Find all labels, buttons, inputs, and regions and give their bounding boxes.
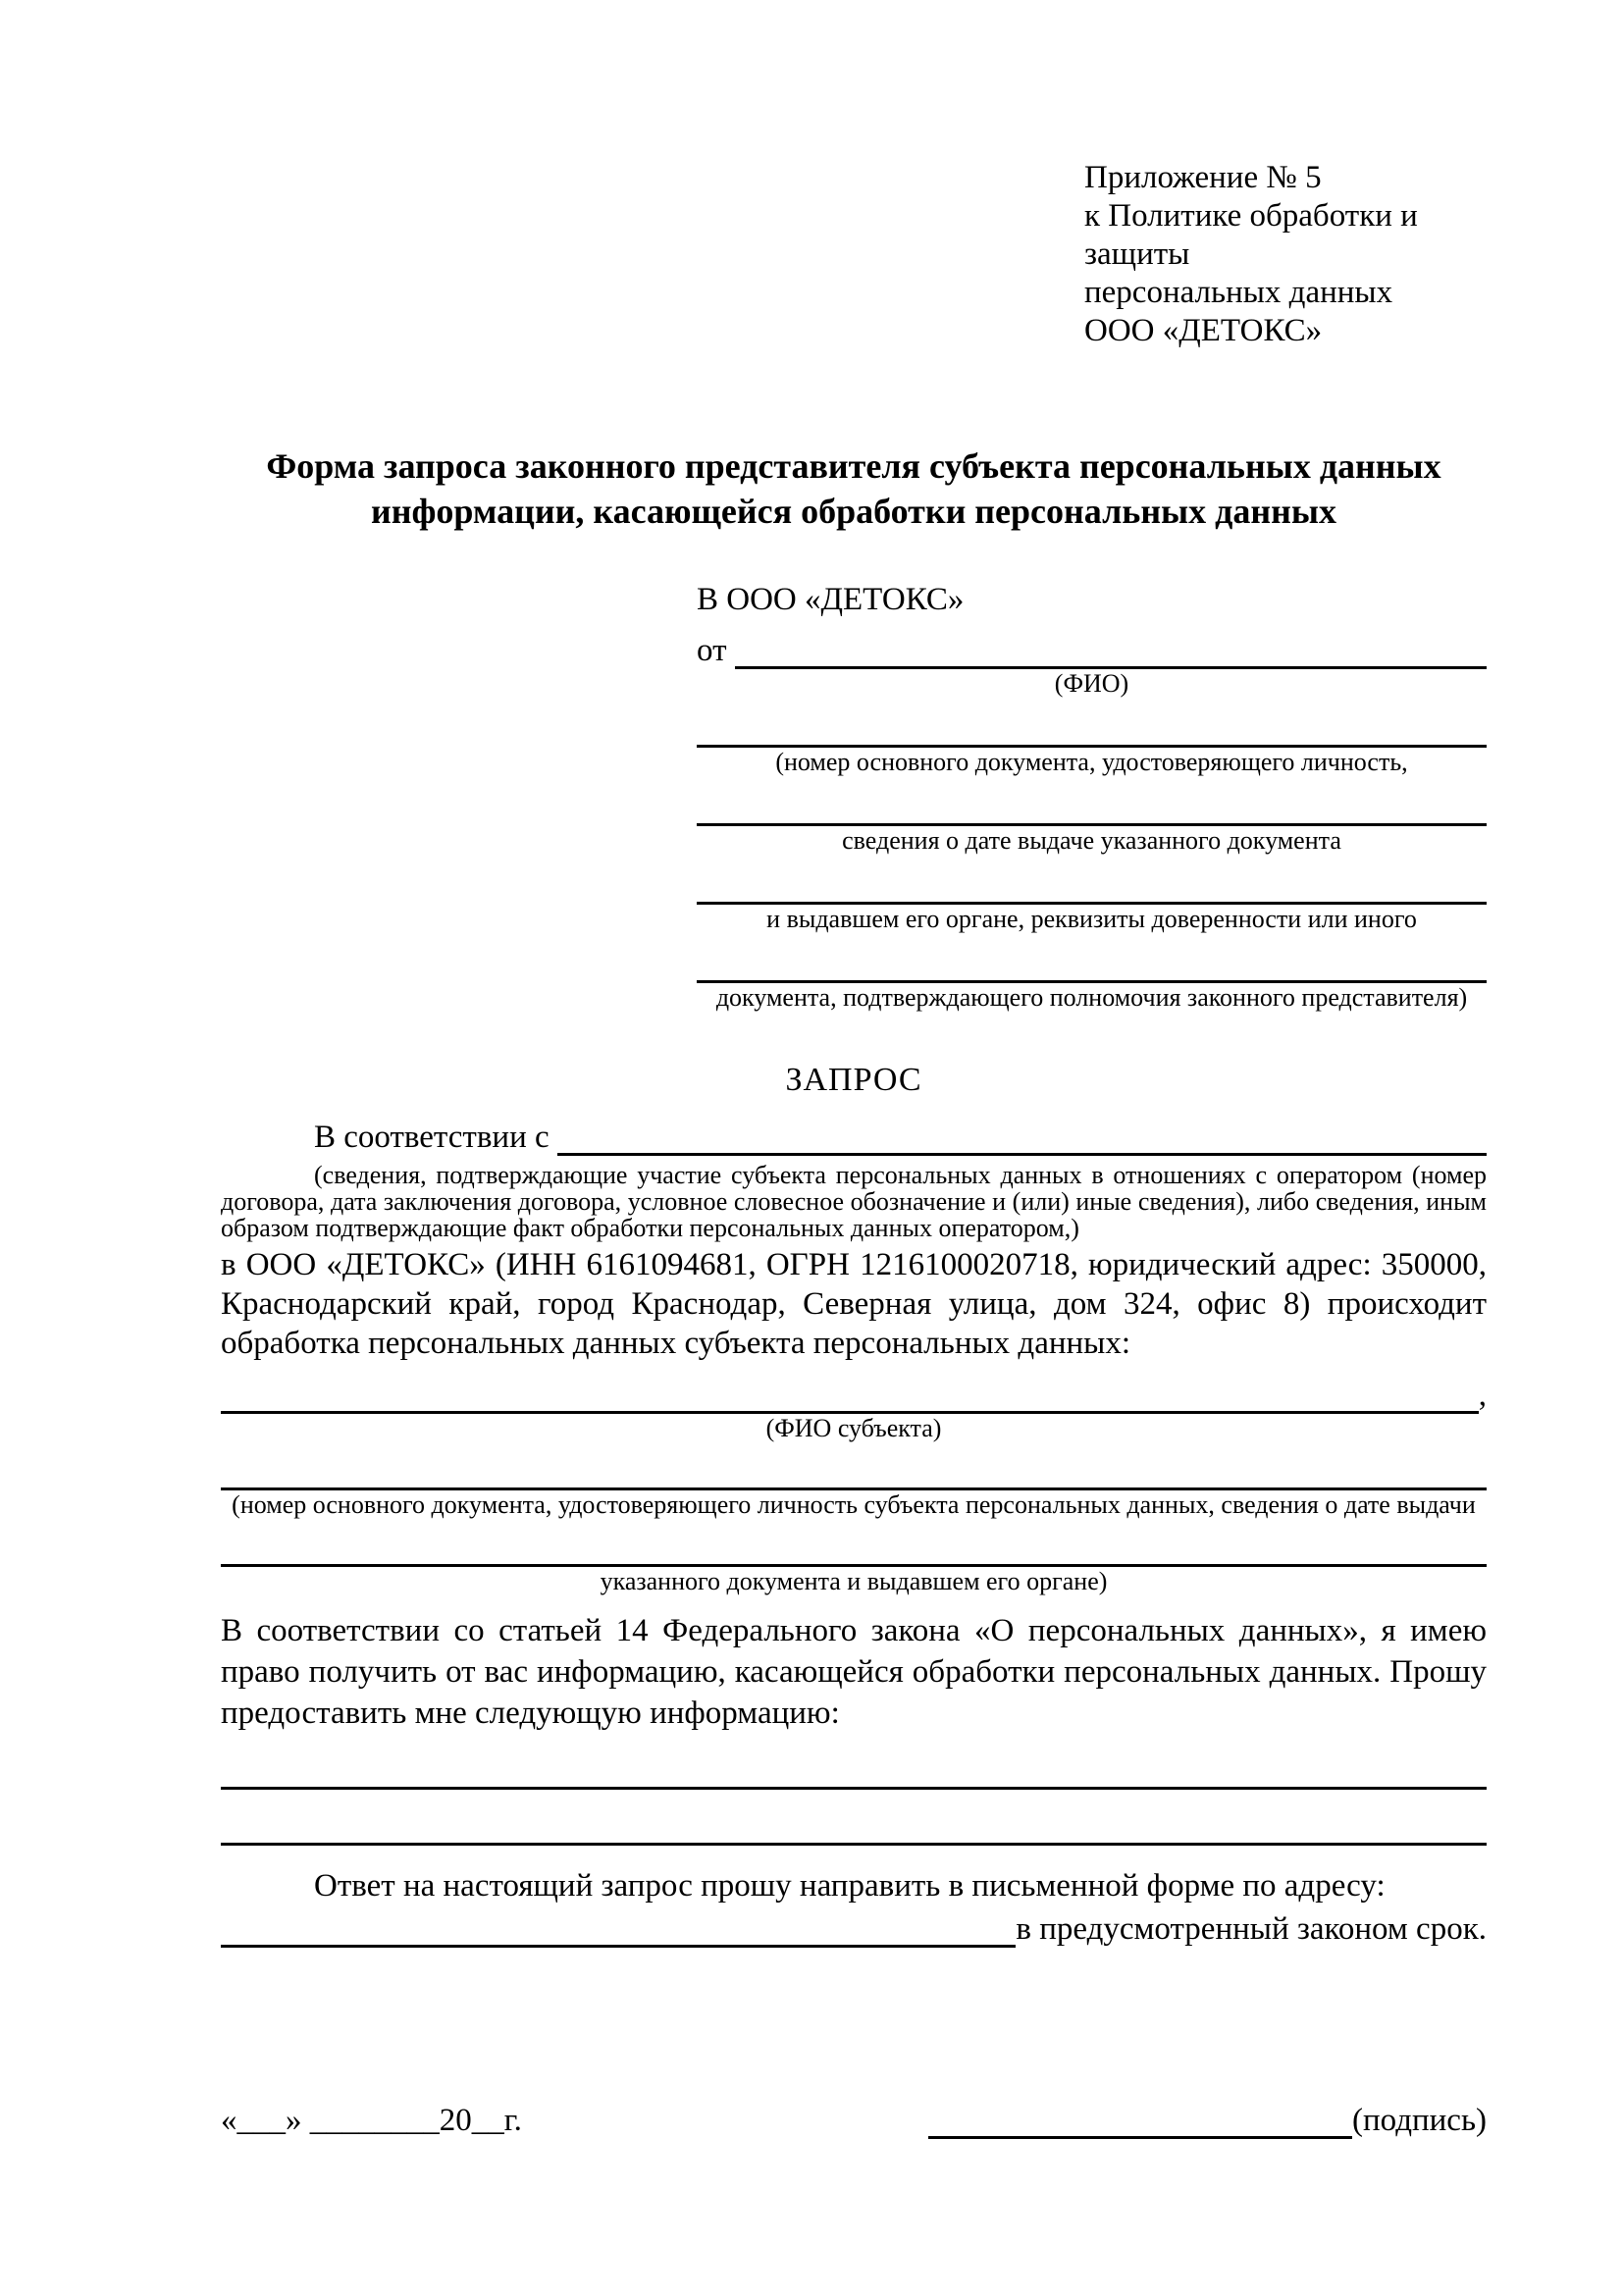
issuing-authority-fill-line xyxy=(697,856,1487,905)
subject-document-caption-2: указанного документа и выдавшем его органе) xyxy=(600,1567,1108,1595)
accordance-note: (сведения, подтверждающие участие субъекта персональных данных в отношениях с оператором (номер договора, дата заключения договора, условное словесное обозначение и (или) иные сведения), либо сведения, иным образом подтверждающие факт обработки персональных данных оператором,) xyxy=(221,1161,1487,1242)
subject-document-fill-line-2 xyxy=(221,1520,1487,1567)
signature-caption: (подпись) xyxy=(1352,2103,1487,2138)
annex-block xyxy=(1084,159,1487,350)
subject-fio-row xyxy=(221,1377,1487,1414)
date-line: «___» ________20__г. xyxy=(221,2103,522,2138)
annex-line: персональных данных xyxy=(1084,275,1393,310)
authority-document-caption: документа, подтверждающего полномочия законного представителя) xyxy=(715,983,1468,1012)
signature-footer xyxy=(221,2100,1487,2139)
issuing-authority-caption: и выдавшем его органе, реквизиты доверенности или иного xyxy=(766,905,1417,933)
request-heading: ЗАПРОС xyxy=(785,1062,922,1098)
annex-line: Приложение № 5 xyxy=(1084,160,1322,195)
annex-line: к Политике обработки и защиты xyxy=(1084,198,1418,272)
authority-document-fill-line xyxy=(697,934,1487,983)
from-row xyxy=(697,626,1487,669)
operator-paragraph: в ООО «ДЕТОКС» (ИНН 6161094681, ОГРН 1216100020718, юридический адрес: 350000, Краснодарский край, город Краснодар, Северная улица, дом 324, офис 8) происходит обработка персональных данных субъекта персональных данных: xyxy=(221,1247,1487,1361)
information-fill-line-1 xyxy=(221,1787,1487,1790)
document-title: Форма запроса законного представителя субъекта персональных данных информации, касающейся обработки персональных данных xyxy=(266,446,1441,531)
annex-line: ООО «ДЕТОКС» xyxy=(1084,313,1323,348)
law-paragraph: В соответствии со статьей 14 Федерального закона «О персональных данных», я имею право получить от вас информацию, касающейся обработки персональных данных. Прошу предоставить мне следующую информацию: xyxy=(221,1613,1487,1731)
answer-tail: в предусмотренный законом срок. xyxy=(1016,1911,1487,1947)
issue-date-fill-line xyxy=(697,777,1487,826)
subject-fio-fill-line xyxy=(221,1375,1479,1414)
answer-paragraph: Ответ на настоящий запрос прошу направить в письменной форме по адресу: xyxy=(314,1868,1386,1904)
address-fill-line xyxy=(221,1908,1016,1948)
accordance-fill-line xyxy=(557,1117,1487,1156)
subject-document-caption: (номер основного документа, удостоверяющего личность субъекта персональных данных, сведения о дате выдачи xyxy=(232,1490,1476,1519)
signature-fill-line xyxy=(928,2100,1352,2139)
addressee-to: В ООО «ДЕТОКС» xyxy=(697,582,965,617)
addressee-block xyxy=(697,579,1487,1013)
document-number-caption: (номер основного документа, удостоверяющего личность, xyxy=(775,748,1408,776)
answer-address-row xyxy=(221,1906,1487,1948)
information-fill-line-2 xyxy=(221,1843,1487,1846)
accordance-label: В соответствии с xyxy=(314,1120,557,1155)
fio-caption: (ФИО) xyxy=(1054,669,1129,698)
accordance-row xyxy=(221,1109,1487,1156)
signature-group xyxy=(928,2100,1487,2139)
from-label: от xyxy=(697,633,735,668)
subject-document-fill-line xyxy=(221,1443,1487,1490)
issue-date-caption: сведения о дате выдаче указанного документа xyxy=(842,826,1341,855)
fio-fill-line xyxy=(735,630,1487,669)
subject-fio-caption: (ФИО субъекта) xyxy=(765,1414,942,1442)
document-number-fill-line xyxy=(697,699,1487,748)
trailing-comma: , xyxy=(1478,1378,1487,1413)
